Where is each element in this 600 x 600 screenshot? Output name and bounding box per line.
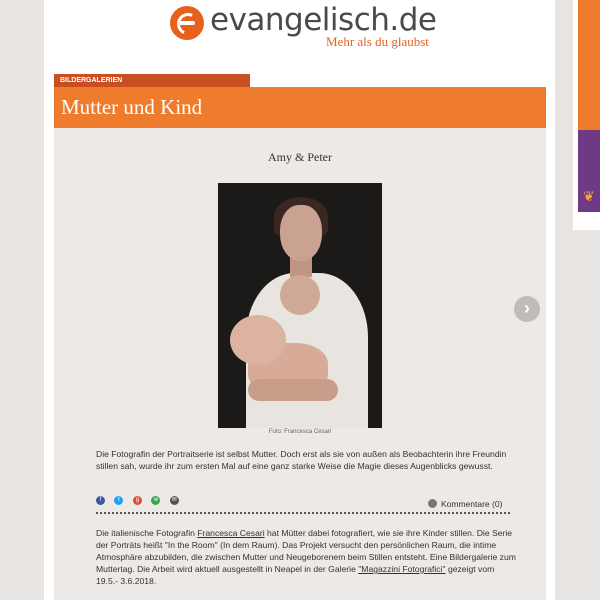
gallery-link[interactable]: "Magazzini Fotografici" <box>358 564 446 574</box>
article-body <box>96 527 516 587</box>
section-tag[interactable]: BILDERGALERIEN <box>54 74 250 87</box>
whatsapp-icon[interactable]: w <box>151 496 160 505</box>
logo-bar <box>179 21 195 25</box>
photographer-link[interactable]: Francesca Cesari <box>197 528 265 538</box>
facebook-icon[interactable]: f <box>96 496 105 505</box>
site-tagline: Mehr als du glaubst <box>326 34 429 49</box>
gallery-content <box>54 128 546 600</box>
butterfly-icon: ❦ <box>583 188 595 204</box>
logo-e-icon[interactable] <box>170 6 204 40</box>
share-bar <box>96 496 184 506</box>
comments-link[interactable] <box>428 499 502 509</box>
title-bar <box>54 87 546 128</box>
photo-face-shape <box>280 205 322 261</box>
photo-chest-shape <box>280 275 320 315</box>
twitter-icon[interactable]: t <box>114 496 123 505</box>
sidebar-ad[interactable] <box>573 0 600 230</box>
site-logo-text[interactable]: evangelisch.de <box>210 2 437 38</box>
comment-icon <box>428 499 437 508</box>
email-icon[interactable]: ✉ <box>171 497 177 503</box>
photo-credit: Foto: Francesca Cesari <box>268 429 332 435</box>
gallery-photo[interactable] <box>218 183 382 428</box>
body-text-2: hat Mütter dabei fotografiert, wie sie ihre Kinder stillen. Die Serie der Porträts heißt "In the Room" (In dem Raum). Das Projekt versucht den persönlichen Raum, die intime Atmosphäre abzubilden, die zwischen Mutter und Neugeborenem beim Stillen entsteht. Eine Bildergalerie zum Muttertag. Die Arbeit wird aktuell ausgestellt in Neapel in der Galerie <box>96 528 516 574</box>
site-header <box>44 0 555 70</box>
body-text-1: Die italienische Fotografin <box>96 528 198 538</box>
next-slide-button[interactable]: › <box>514 296 540 322</box>
photo-baby-head-shape <box>230 315 286 365</box>
page-container <box>44 0 555 600</box>
slide-title: Amy & Peter <box>268 150 332 164</box>
photo-arm-shape <box>248 379 338 401</box>
photo-caption: Die Fotografin der Portraitserie ist selbst Mutter. Doch erst als sie von außen als Beobachterin ihre Freundin stillen sah, wurde ihr zum ersten Mal auf eine ganz starke Weise die Magie dieses Augenblicks gewusst. <box>96 449 507 471</box>
page-title: Mutter und Kind <box>61 95 203 119</box>
comments-label[interactable]: Kommentare (0) <box>441 499 503 509</box>
dotted-divider <box>96 512 510 514</box>
body-text-3: gezeigt vom 19.5.- 3.6.2018. <box>96 564 495 586</box>
ad-orange-block <box>578 0 600 130</box>
google-plus-icon[interactable]: g <box>133 496 142 505</box>
